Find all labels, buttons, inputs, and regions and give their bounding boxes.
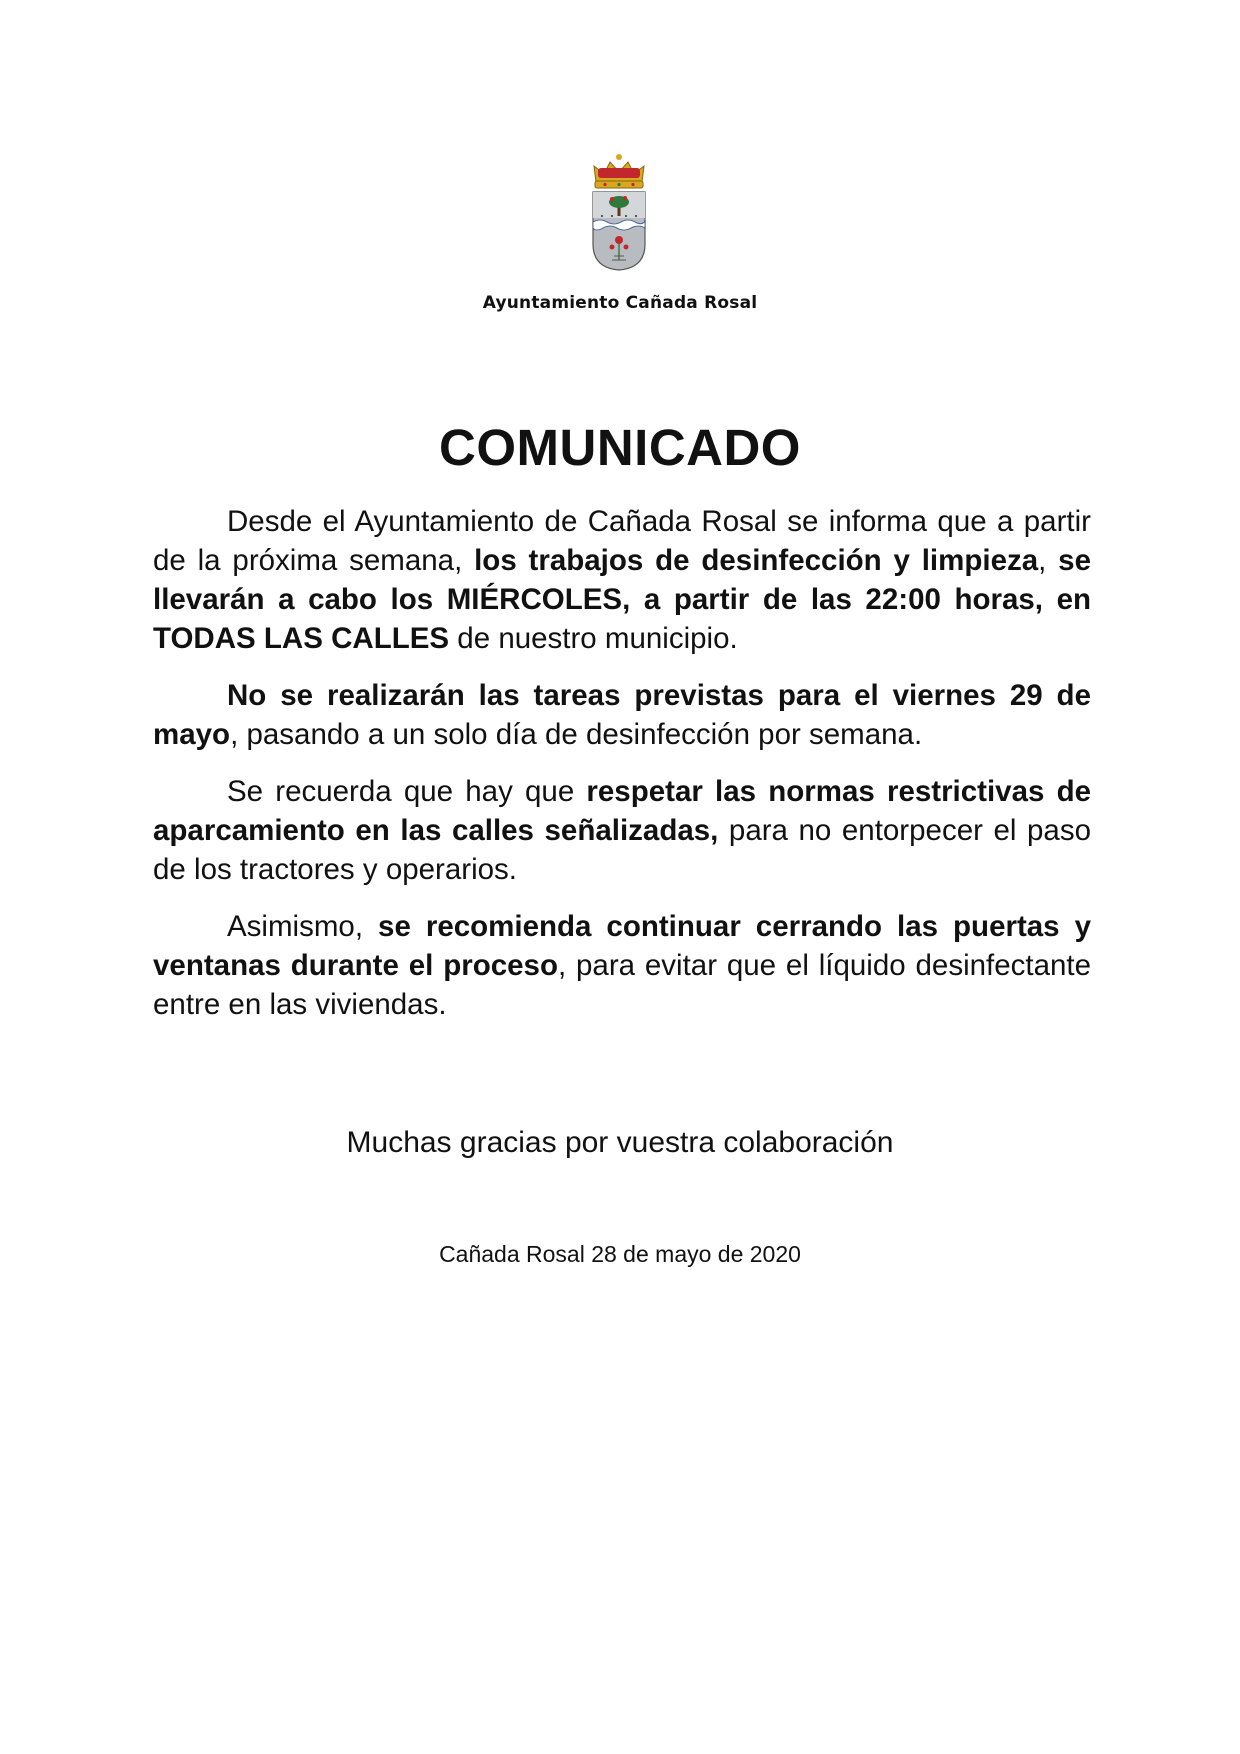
paragraph-cancellation: No se realizarán las tareas previstas para el viernes 29 de mayo, pasando a un solo día de desinfección por semana. <box>153 679 1091 751</box>
organization-name: Ayuntamiento Cañada Rosal <box>482 293 758 313</box>
closing-thanks: Muchas gracias por vuestra colaboración <box>346 1126 894 1159</box>
crown-icon <box>594 154 644 188</box>
municipal-coat-of-arms-icon <box>590 152 648 272</box>
paragraph-windows: Asimismo, se recomienda continuar cerrando las puertas y ventanas durante el proceso, para evitar que el líquido desinfectante entre en las viviendas. <box>153 910 1091 1021</box>
page-title: COMUNICADO <box>439 419 801 476</box>
shield-icon <box>593 192 645 270</box>
paragraph-parking: Se recuerda que hay que respetar las normas restrictivas de aparcamiento en las calles señalizadas, para no entorpecer el paso de los tractores y operarios. <box>153 775 1092 886</box>
date-line: Cañada Rosal 28 de mayo de 2020 <box>439 1241 801 1267</box>
paragraph-schedule: Desde el Ayuntamiento de Cañada Rosal se informa que a partir de la próxima semana, los trabajos de desinfección y limpieza, se llevarán a cabo los MIÉRCOLES, a partir de las 22:00 horas, en TODAS LAS CALLES de nuestro municipio. <box>153 505 1091 655</box>
notice-body <box>153 502 1091 1042</box>
